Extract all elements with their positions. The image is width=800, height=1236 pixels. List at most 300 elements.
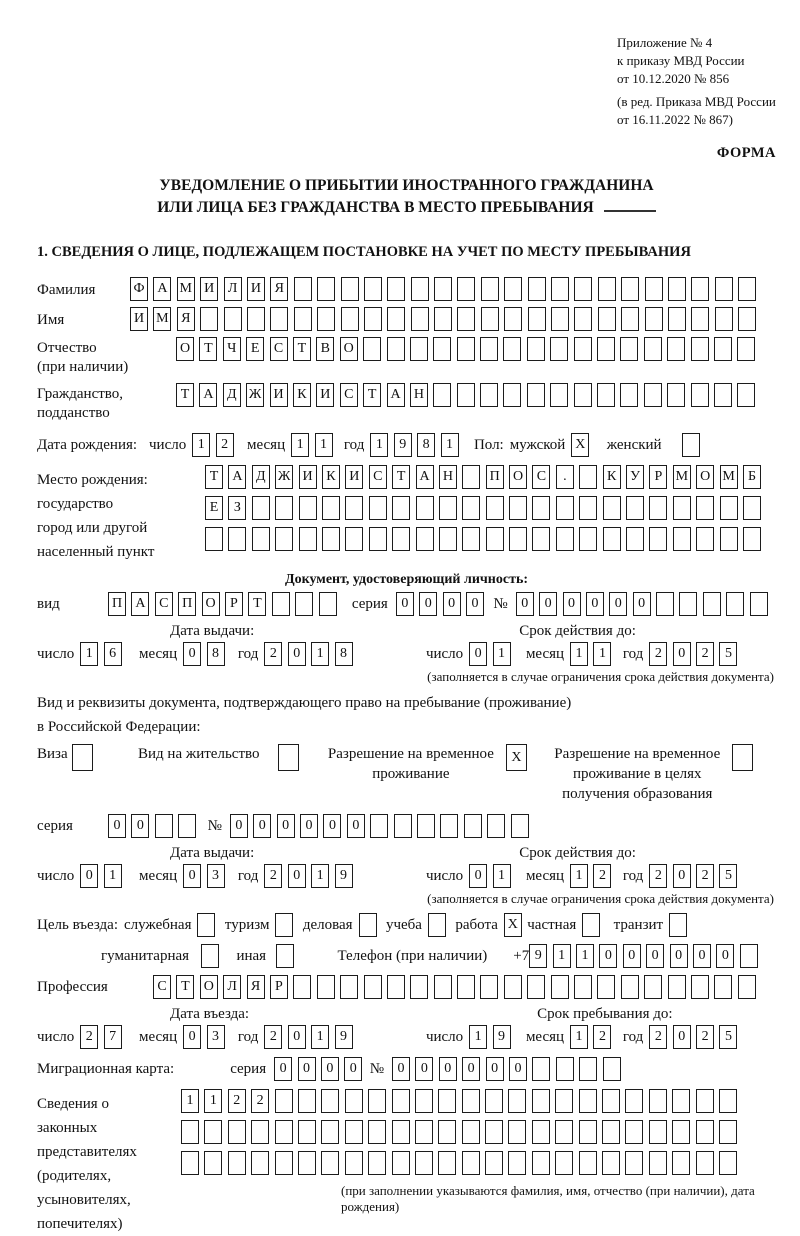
form-cell[interactable] [696,1120,714,1144]
form-cell[interactable] [364,975,382,999]
form-cell[interactable] [428,913,446,937]
form-cell[interactable]: 2 [649,1025,667,1049]
form-cell[interactable] [252,527,270,551]
form-cell[interactable]: 0 [673,1025,691,1049]
form-cell[interactable] [410,975,428,999]
form-cell[interactable] [621,975,639,999]
form-cell[interactable]: Д [223,383,241,407]
form-cell[interactable]: 5 [719,864,737,888]
form-cell[interactable]: 2 [264,864,282,888]
form-cell[interactable] [598,307,616,331]
form-cell[interactable] [155,814,173,838]
form-cell[interactable] [574,975,592,999]
form-cell[interactable]: 0 [539,592,557,616]
form-cell[interactable]: 0 [419,592,437,616]
form-cell[interactable] [620,337,638,361]
form-cell[interactable] [480,337,498,361]
form-cell[interactable]: С [153,975,171,999]
form-cell[interactable] [672,1120,690,1144]
form-cell[interactable] [555,1089,573,1113]
form-cell[interactable]: 0 [486,1057,504,1081]
form-cell[interactable] [368,1089,386,1113]
form-cell[interactable] [645,307,663,331]
form-cell[interactable] [392,496,410,520]
form-cell[interactable] [387,277,405,301]
form-cell[interactable]: 0 [183,1025,201,1049]
form-cell[interactable] [457,383,475,407]
form-cell[interactable] [508,1089,526,1113]
form-cell[interactable] [464,814,482,838]
form-cell[interactable] [368,1120,386,1144]
form-cell[interactable] [485,1151,503,1175]
form-cell[interactable] [359,913,377,937]
form-cell[interactable] [298,1151,316,1175]
form-cell[interactable]: 2 [593,864,611,888]
form-cell[interactable]: Ч [223,337,241,361]
form-cell[interactable]: 3 [207,864,225,888]
form-cell[interactable] [740,944,758,968]
form-cell[interactable] [387,307,405,331]
form-cell[interactable]: 1 [311,864,329,888]
form-cell[interactable]: П [178,592,196,616]
form-cell[interactable] [433,337,451,361]
form-cell[interactable]: 8 [335,642,353,666]
form-cell[interactable]: 0 [516,592,534,616]
form-cell[interactable] [737,337,755,361]
form-cell[interactable] [486,496,504,520]
form-cell[interactable] [275,527,293,551]
form-cell[interactable] [392,1151,410,1175]
form-cell[interactable] [649,1120,667,1144]
form-cell[interactable]: 6 [104,642,122,666]
form-cell[interactable]: 0 [288,864,306,888]
form-cell[interactable] [603,1057,621,1081]
form-cell[interactable]: И [345,465,363,489]
form-cell[interactable]: 0 [670,944,688,968]
form-cell[interactable]: 0 [509,1057,527,1081]
form-cell[interactable] [738,277,756,301]
form-cell[interactable] [294,277,312,301]
form-cell[interactable]: 1 [576,944,594,968]
form-cell[interactable] [394,814,412,838]
form-cell[interactable]: 0 [646,944,664,968]
form-cell[interactable]: К [322,465,340,489]
form-cell[interactable]: 0 [347,814,365,838]
form-cell[interactable] [252,496,270,520]
form-cell[interactable] [485,1120,503,1144]
form-cell[interactable] [696,1089,714,1113]
form-cell[interactable] [644,337,662,361]
form-cell[interactable] [411,277,429,301]
form-cell[interactable] [644,975,662,999]
form-cell[interactable]: X [571,433,589,457]
form-cell[interactable]: А [416,465,434,489]
form-cell[interactable]: Я [270,277,288,301]
form-cell[interactable] [597,975,615,999]
form-cell[interactable]: М [153,307,171,331]
form-cell[interactable] [457,337,475,361]
form-cell[interactable] [364,277,382,301]
form-cell[interactable] [556,527,574,551]
form-cell[interactable]: 1 [315,433,333,457]
form-cell[interactable] [462,1120,480,1144]
form-cell[interactable]: 0 [253,814,271,838]
form-cell[interactable]: Е [246,337,264,361]
form-cell[interactable] [550,383,568,407]
form-cell[interactable] [434,307,452,331]
form-cell[interactable]: 2 [696,864,714,888]
form-cell[interactable] [579,1151,597,1175]
form-cell[interactable] [621,307,639,331]
form-cell[interactable]: И [316,383,334,407]
form-cell[interactable]: Т [176,975,194,999]
form-cell[interactable] [462,465,480,489]
form-cell[interactable] [434,975,452,999]
form-cell[interactable] [714,383,732,407]
form-cell[interactable]: 9 [335,1025,353,1049]
form-cell[interactable] [345,1151,363,1175]
form-cell[interactable]: 0 [623,944,641,968]
form-cell[interactable]: Р [270,975,288,999]
form-cell[interactable]: О [340,337,358,361]
form-cell[interactable]: О [696,465,714,489]
form-cell[interactable]: П [486,465,504,489]
form-cell[interactable]: 7 [104,1025,122,1049]
form-cell[interactable] [719,1089,737,1113]
form-cell[interactable] [439,527,457,551]
form-cell[interactable]: 5 [719,642,737,666]
form-cell[interactable] [649,1151,667,1175]
form-cell[interactable]: 0 [609,592,627,616]
form-cell[interactable] [181,1120,199,1144]
form-cell[interactable] [504,277,522,301]
form-cell[interactable] [574,277,592,301]
form-cell[interactable]: Т [199,337,217,361]
form-cell[interactable] [434,277,452,301]
form-cell[interactable]: 0 [80,864,98,888]
form-cell[interactable] [715,307,733,331]
form-cell[interactable] [598,277,616,301]
form-cell[interactable] [251,1120,269,1144]
form-cell[interactable] [200,307,218,331]
form-cell[interactable]: Б [743,465,761,489]
form-cell[interactable]: 1 [291,433,309,457]
form-cell[interactable]: 3 [207,1025,225,1049]
form-cell[interactable] [275,1120,293,1144]
form-cell[interactable] [224,307,242,331]
form-cell[interactable]: 9 [394,433,412,457]
form-cell[interactable] [691,975,709,999]
form-cell[interactable] [691,307,709,331]
form-cell[interactable]: . [556,465,574,489]
form-cell[interactable] [433,383,451,407]
form-cell[interactable] [509,527,527,551]
form-cell[interactable] [204,1151,222,1175]
form-cell[interactable] [462,1089,480,1113]
form-cell[interactable] [504,307,522,331]
form-cell[interactable]: 2 [251,1089,269,1113]
form-cell[interactable]: Ж [246,383,264,407]
form-cell[interactable]: М [720,465,738,489]
form-cell[interactable] [715,277,733,301]
form-cell[interactable]: 0 [277,814,295,838]
form-cell[interactable]: 2 [649,864,667,888]
form-cell[interactable] [579,527,597,551]
form-cell[interactable] [317,307,335,331]
form-cell[interactable] [275,1089,293,1113]
form-cell[interactable] [696,527,714,551]
form-cell[interactable] [667,383,685,407]
form-cell[interactable]: 0 [323,814,341,838]
form-cell[interactable] [317,975,335,999]
form-cell[interactable] [714,975,732,999]
form-cell[interactable] [275,1151,293,1175]
form-cell[interactable] [438,1151,456,1175]
form-cell[interactable] [673,496,691,520]
form-cell[interactable]: 0 [439,1057,457,1081]
form-cell[interactable] [750,592,768,616]
form-cell[interactable]: И [270,383,288,407]
form-cell[interactable] [556,496,574,520]
form-cell[interactable]: 0 [321,1057,339,1081]
form-cell[interactable] [72,744,93,771]
form-cell[interactable]: X [504,913,522,937]
form-cell[interactable] [579,1057,597,1081]
form-cell[interactable] [509,496,527,520]
form-cell[interactable]: 0 [599,944,617,968]
form-cell[interactable] [691,383,709,407]
form-cell[interactable]: 2 [593,1025,611,1049]
form-cell[interactable]: С [369,465,387,489]
form-cell[interactable] [626,496,644,520]
form-cell[interactable] [528,307,546,331]
form-cell[interactable] [387,975,405,999]
form-cell[interactable] [672,1089,690,1113]
form-cell[interactable] [411,307,429,331]
form-cell[interactable]: О [509,465,527,489]
form-cell[interactable] [511,814,529,838]
form-cell[interactable]: 1 [181,1089,199,1113]
form-cell[interactable] [322,527,340,551]
form-cell[interactable]: 0 [716,944,734,968]
form-cell[interactable]: Р [649,465,667,489]
form-cell[interactable] [321,1089,339,1113]
form-cell[interactable]: Ф [130,277,148,301]
form-cell[interactable]: П [108,592,126,616]
form-cell[interactable]: 1 [370,433,388,457]
form-cell[interactable] [321,1151,339,1175]
form-cell[interactable]: Н [439,465,457,489]
form-cell[interactable] [363,337,381,361]
form-cell[interactable] [508,1120,526,1144]
form-cell[interactable] [321,1120,339,1144]
form-cell[interactable] [602,1089,620,1113]
form-cell[interactable]: Я [247,975,265,999]
form-cell[interactable] [726,592,744,616]
form-cell[interactable] [555,1151,573,1175]
form-cell[interactable]: О [202,592,220,616]
form-cell[interactable]: 0 [443,592,461,616]
form-cell[interactable] [201,944,219,968]
form-cell[interactable] [416,527,434,551]
form-cell[interactable]: 0 [469,864,487,888]
form-cell[interactable]: Т [248,592,266,616]
form-cell[interactable] [503,383,521,407]
form-cell[interactable] [345,1089,363,1113]
form-cell[interactable] [645,277,663,301]
form-cell[interactable]: А [131,592,149,616]
form-cell[interactable]: 1 [493,864,511,888]
form-cell[interactable]: С [340,383,358,407]
form-cell[interactable]: 0 [469,642,487,666]
form-cell[interactable] [439,496,457,520]
form-cell[interactable] [579,1089,597,1113]
form-cell[interactable] [579,1120,597,1144]
form-cell[interactable]: О [176,337,194,361]
form-cell[interactable]: 2 [216,433,234,457]
form-cell[interactable] [597,383,615,407]
form-cell[interactable] [205,527,223,551]
form-cell[interactable] [597,337,615,361]
form-cell[interactable]: 0 [462,1057,480,1081]
form-cell[interactable] [503,337,521,361]
form-cell[interactable] [644,383,662,407]
form-cell[interactable] [720,527,738,551]
form-cell[interactable]: 0 [131,814,149,838]
form-cell[interactable] [532,496,550,520]
form-cell[interactable]: Т [392,465,410,489]
form-cell[interactable] [481,277,499,301]
form-cell[interactable] [457,277,475,301]
form-cell[interactable]: 1 [104,864,122,888]
form-cell[interactable]: М [177,277,195,301]
form-cell[interactable] [270,307,288,331]
form-cell[interactable] [462,527,480,551]
form-cell[interactable] [317,277,335,301]
form-cell[interactable] [178,814,196,838]
form-cell[interactable]: 1 [570,864,588,888]
form-cell[interactable]: 1 [311,642,329,666]
form-cell[interactable] [438,1120,456,1144]
form-cell[interactable]: Д [252,465,270,489]
form-cell[interactable] [480,975,498,999]
form-cell[interactable]: 0 [693,944,711,968]
form-cell[interactable] [532,1057,550,1081]
form-cell[interactable] [247,307,265,331]
form-cell[interactable]: 1 [80,642,98,666]
form-cell[interactable] [319,592,337,616]
form-cell[interactable] [487,814,505,838]
form-cell[interactable]: С [532,465,550,489]
form-cell[interactable] [574,307,592,331]
form-cell[interactable] [672,1151,690,1175]
form-cell[interactable] [625,1120,643,1144]
form-cell[interactable]: Л [223,975,241,999]
form-cell[interactable] [415,1089,433,1113]
form-cell[interactable] [579,496,597,520]
form-cell[interactable] [719,1120,737,1144]
form-cell[interactable] [340,975,358,999]
form-cell[interactable] [603,527,621,551]
form-cell[interactable] [682,433,700,457]
form-cell[interactable]: 5 [719,1025,737,1049]
form-cell[interactable] [275,496,293,520]
form-cell[interactable] [341,307,359,331]
form-cell[interactable] [204,1120,222,1144]
form-cell[interactable] [528,277,546,301]
form-cell[interactable] [743,496,761,520]
form-cell[interactable]: 1 [593,642,611,666]
form-cell[interactable]: Т [176,383,194,407]
form-cell[interactable]: С [155,592,173,616]
form-cell[interactable] [457,975,475,999]
form-cell[interactable] [649,496,667,520]
form-cell[interactable] [603,496,621,520]
form-cell[interactable] [527,337,545,361]
form-cell[interactable] [656,592,674,616]
form-cell[interactable]: 1 [570,1025,588,1049]
form-cell[interactable]: Р [225,592,243,616]
form-cell[interactable] [364,307,382,331]
form-cell[interactable] [737,383,755,407]
form-cell[interactable]: И [130,307,148,331]
form-cell[interactable] [298,1120,316,1144]
form-cell[interactable] [620,383,638,407]
form-cell[interactable] [415,1151,433,1175]
form-cell[interactable]: 2 [696,1025,714,1049]
form-cell[interactable] [438,1089,456,1113]
form-cell[interactable]: X [506,744,527,771]
form-cell[interactable]: 2 [649,642,667,666]
form-cell[interactable] [527,975,545,999]
form-cell[interactable]: К [293,383,311,407]
form-cell[interactable] [621,277,639,301]
form-cell[interactable] [743,527,761,551]
form-cell[interactable]: 0 [563,592,581,616]
form-cell[interactable] [504,975,522,999]
form-cell[interactable] [299,496,317,520]
form-cell[interactable] [392,527,410,551]
form-cell[interactable] [719,1151,737,1175]
form-cell[interactable]: М [673,465,691,489]
form-cell[interactable] [625,1089,643,1113]
form-cell[interactable]: 0 [396,592,414,616]
form-cell[interactable]: 1 [469,1025,487,1049]
form-cell[interactable] [551,975,569,999]
form-cell[interactable]: 0 [288,642,306,666]
form-cell[interactable]: 0 [415,1057,433,1081]
form-cell[interactable]: И [200,277,218,301]
form-cell[interactable] [368,1151,386,1175]
form-cell[interactable]: 0 [183,864,201,888]
form-cell[interactable] [732,744,753,771]
form-cell[interactable]: 1 [204,1089,222,1113]
form-cell[interactable]: Т [205,465,223,489]
form-cell[interactable]: Е [205,496,223,520]
form-cell[interactable] [668,277,686,301]
form-cell[interactable] [738,975,756,999]
form-cell[interactable] [485,1089,503,1113]
form-cell[interactable] [556,1057,574,1081]
form-cell[interactable] [691,277,709,301]
form-cell[interactable]: К [603,465,621,489]
form-cell[interactable]: И [247,277,265,301]
form-cell[interactable]: 1 [493,642,511,666]
form-cell[interactable] [415,1120,433,1144]
form-cell[interactable] [532,1120,550,1144]
form-cell[interactable] [579,465,597,489]
form-cell[interactable] [720,496,738,520]
